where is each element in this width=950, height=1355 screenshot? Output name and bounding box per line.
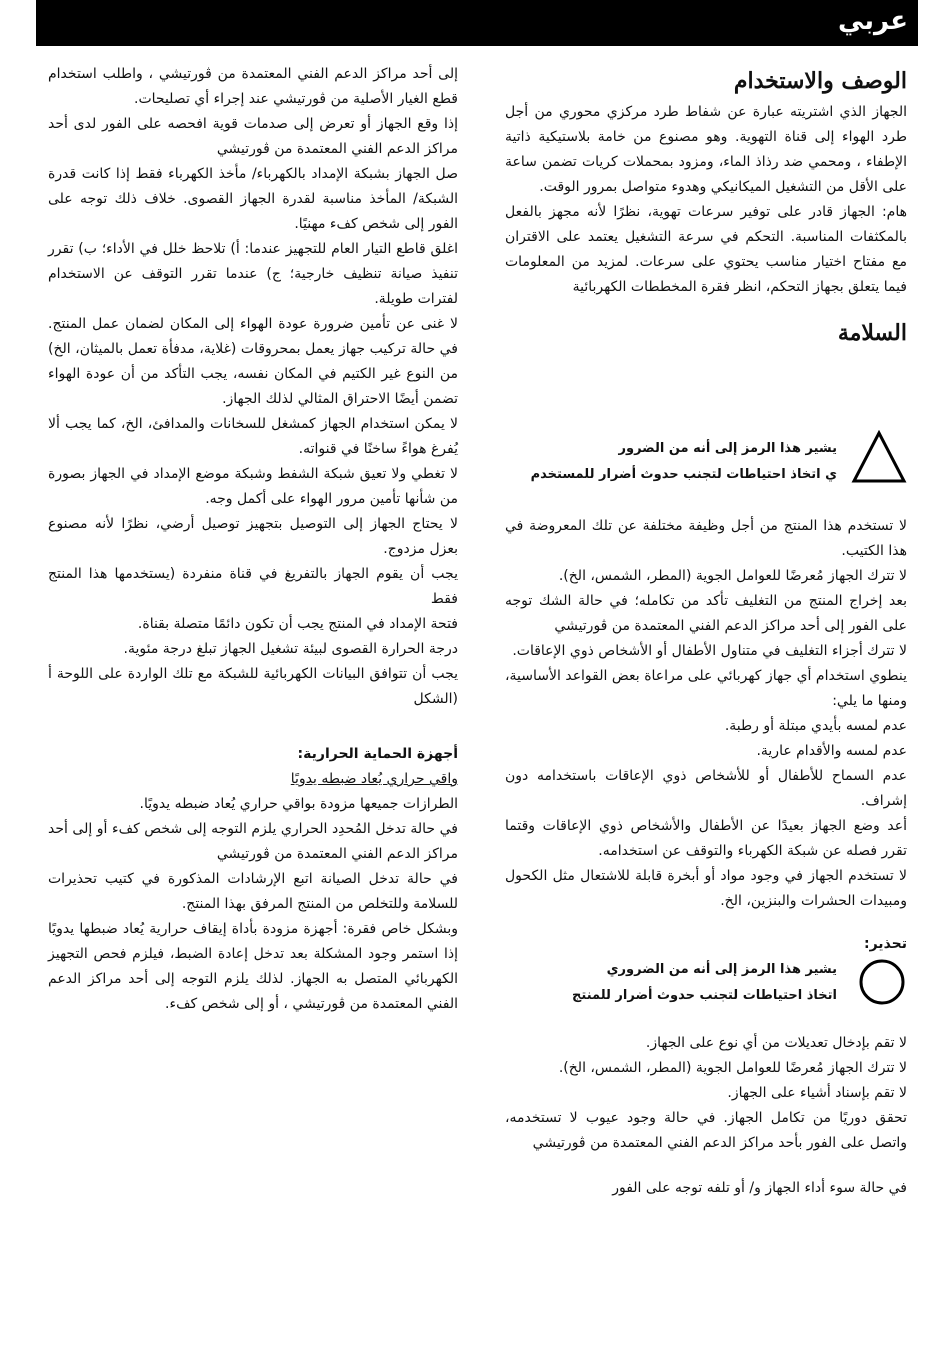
thermal-item: في حالة تدخل المُحدِد الحراري يلزم التوجه إلى شخص كفء أو إلى أحد مراكز الدعم الفني المعتمدة من ڤورتيشي	[48, 821, 458, 862]
danger-notice	[505, 430, 907, 494]
safety-continued-item: إذا وقع الجهاز أو تعرض إلى صدمات قوية افحصه على الفور لدى أحد مراكز الدعم الفني المعتمدة من ڤورتيشي	[48, 116, 458, 157]
thermal-protection-subtitle: واقي حراري يُعاد ضبطه يدويًا	[290, 771, 458, 787]
warning-item: لا تترك الجهاز مُعرضًا للعوامل الجوية (المطر، الشمس، الخ).	[558, 1060, 907, 1076]
safety-item: لا تستخدم الجهاز في وجود مواد أو أبخرة قابلة للاشتعال مثل الكحول ومبيدات الحشرات والبنزين، الخ.	[505, 868, 907, 909]
right-column	[505, 62, 907, 1201]
safety-item: لا تترك أجزاء التغليف في متناول الأطفال أو الأشخاص ذوي الإعاقات.	[512, 643, 907, 659]
safety-item: لا تستخدم هذا المنتج من أجل وظيفة مختلفة عن تلك المعروضة في هذا الكتيب.	[505, 518, 907, 559]
warning-item: لا تقم بإسناد أشياء على الجهاز.	[727, 1085, 907, 1101]
safety-item: عدم لمسه والأقدام عارية.	[756, 743, 907, 759]
caution-notice	[505, 957, 907, 1021]
safety-continued-item: يجب أن تتوافق البيانات الكهربائية للشبكة مع تلك الواردة على اللوحة أ (الشكل	[48, 666, 458, 707]
safety-continued-item: لا يحتاج الجهاز إلى التوصيل بتجهيز توصيل أرضي، نظرًا لأنه مصنوع بعزل مزدوج.	[48, 516, 458, 557]
warning-item: لا تقم بإدخال تعديلات من أي نوع على الجهاز.	[645, 1035, 907, 1051]
safety-continued-item: فتحة الإمداد في المنتج يجب أن تكون دائمًا متصلة بقناة.	[137, 616, 458, 632]
safety-item: أعد وضع الجهاز بعيدًا عن الأطفال والأشخاص ذوي الإعاقات وقتما تقرر فصله عن شبكة الكهرباء والتوقف عن استخدامه.	[505, 818, 907, 859]
important-paragraph: هام: الجهاز قادر على توفير سرعات تهوية، نظرًا لأنه مجهز بالفعل بالمكثفات المناسبة. التحكم في سرعة التشغيل يعتمد على الاقتران مع مفتاح اختيار مناسب يحتوي على سرعات. لمزيد من المعلومات فيما يتعلق بجهاز التحكم، انظر فقرة المخططات الكهربائية	[505, 204, 907, 295]
thermal-protection-title: أجهزة الحماية الحرارية:	[297, 746, 458, 762]
thermal-item: وبشكل خاص فقرة: أجهزة مزودة بأداة إيقاف حرارية يُعاد ضبطها يدويًا إذا استمر وجود المشكلة بعد تدخل إعادة الضبط، فيلزم فحص التجهيز الكهربائي المتصل به الجهاز. لذلك يلزم التوجه إلى أحد مراكز الدعم الفني المعتمدة من ڤورتيشي ، أو إلى شخص كفء.	[48, 921, 458, 1012]
safety-continued-item: يجب أن يقوم الجهاز بالتفريغ في قناة منفردة (يستخدمها هذا المنتج فقط	[48, 566, 458, 607]
language-label: عربي	[837, 6, 908, 36]
thermal-item: الطرازات جميعها مزودة بواقي حراري يُعاد ضبطه يدويًا.	[139, 796, 458, 812]
danger-notice-line2: ي اتخاذ احتياطات لتجنب حدوث أضرار للمستخدم	[530, 467, 837, 482]
safety-item: ينطوي استخدام أي جهاز كهربائي على مراعاة بعض القواعد الأساسية، ومنها ما يلي:	[505, 668, 907, 709]
warning-title: تحذير:	[864, 936, 907, 952]
description-heading: الوصف والاستخدام	[733, 68, 907, 94]
safety-continued-item: لا تغطي ولا تعيق شبكة الشفط وشبكة موضع الإمداد في الجهاز بصورة من شأنها تأمين مرور الهواء على أكمل وجه.	[48, 466, 458, 507]
safety-continued-item: إلى أحد مراكز الدعم الفني المعتمدة من ڤورتيشي ، واطلب استخدام قطع الغيار الأصلية من ڤورتيشي عند إجراء أي تصليحات.	[48, 66, 458, 107]
safety-continued-item: درجة الحرارة القصوى لبيئة تشغيل الجهاز تبلغ درجة مئوية.	[123, 641, 458, 657]
caution-circle-icon	[857, 957, 907, 1007]
safety-continued-item: لا يمكن استخدام الجهاز كمشغل للسخانات والمدافئ، الخ، كما يجب ألا يُفرغ هواءً ساخنًا في قنواته.	[48, 416, 458, 457]
final-line: في حالة سوء أداء الجهاز و/ أو تلفه توجه على الفور	[612, 1180, 907, 1196]
caution-notice-line2: اتخاذ احتياطات لتجنب حدوث أضرار للمنتج	[572, 988, 837, 1003]
safety-heading: السلامة	[837, 320, 907, 346]
thermal-item: في حالة تدخل الصيانة اتبع الإرشادات المذكورة في كتيب تحذيرات للسلامة وللتخلص من المنتج المرفق بهذا المنتج.	[48, 871, 458, 912]
safety-item: بعد إخراج المنتج من التغليف تأكد من تكامله؛ في حالة الشك توجه على الفور إلى أحد مراكز الدعم الفني المعتمدة من ڤورتيشي	[505, 593, 907, 634]
language-header-bar	[36, 0, 918, 46]
safety-continued-item: اغلق قاطع التيار العام للتجهيز عندما: أ) تلاحظ خلل في الأداء؛ ب) تقرر تنفيذ صيانة تنظيف خارجية؛ ج) عندما تقرر التوقف عن الاستخدام لفترات طويلة.	[48, 241, 458, 307]
caution-notice-line1: يشير هذا الرمز إلى أنه من الضروري	[606, 962, 837, 977]
warning-triangle-icon	[851, 430, 907, 484]
description-paragraph: الجهاز الذي اشتريته عبارة عن شفاط طرد مركزي محوري من أجل طرد الهواء إلى قناة التهوية. وهو مصنوع من خامة بلاستيكية ذاتية الإطفاء ، ومحمي ضد رذاذ الماء، ومزود بمحملات كريات تضمن ساعة على الأقل من التشغيل الميكانيكي وهدوء متواصل بمرور الوقت.	[505, 104, 907, 195]
safety-continued-item: صل الجهاز بشبكة الإمداد بالكهرباء/ مأخذ الكهرباء فقط إذا كانت قدرة الشبكة/ المأخذ مناسبة لقدرة الجهاز القصوى. خلاف ذلك توجه على الفور إلى شخص كفء مهنيًا.	[48, 166, 458, 232]
left-column	[48, 62, 458, 1017]
danger-notice-line1: يشير هذا الرمز إلى أنه من الضرور	[618, 441, 837, 456]
safety-item: عدم لمسه بأيدي مبتلة أو رطبة.	[724, 718, 907, 734]
safety-item: عدم السماح للأطفال أو للأشخاص ذوي الإعاقات باستخدامه دون إشراف.	[505, 768, 907, 809]
safety-continued-item: لا غنى عن تأمين ضرورة عودة الهواء إلى المكان لضمان عمل المنتج. في حالة تركيب جهاز يعمل بمحروقات (غلاية، مدفأة تعمل بالميثان، الخ) من النوع غير الكتيم في المكان نفسه، يجب التأكد من أن عودة الهواء تضمن أيضًا الاحتراق المثالي لذلك الجهاز.	[48, 316, 458, 407]
safety-item: لا تترك الجهاز مُعرضًا للعوامل الجوية (المطر، الشمس، الخ).	[558, 568, 907, 584]
warning-item: تحقق دوريًا من تكامل الجهاز. في حالة وجود عيوب لا تستخدمه، واتصل على الفور بأحد مراكز الدعم الفني المعتمدة من ڤورتيشي	[505, 1110, 907, 1151]
